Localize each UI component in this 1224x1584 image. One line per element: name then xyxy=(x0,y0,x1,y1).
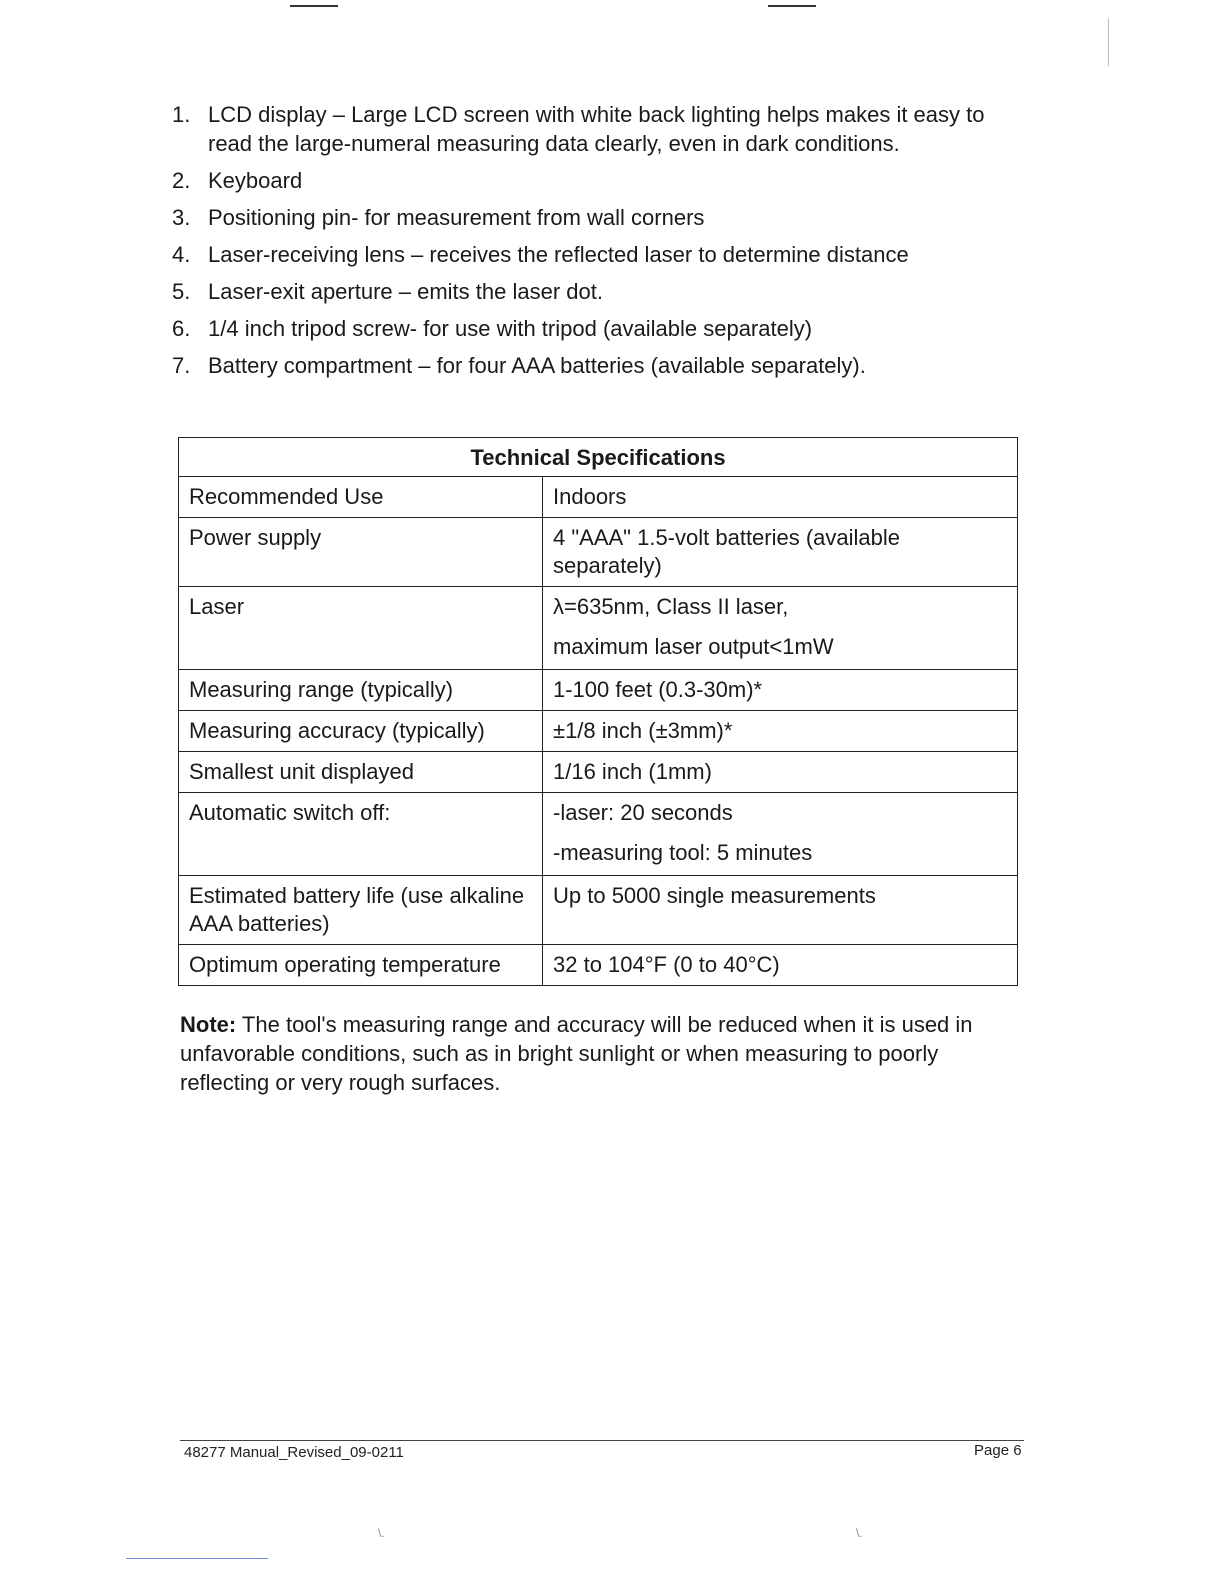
table-row xyxy=(179,477,1018,518)
spec-label: Laser xyxy=(179,587,543,670)
note-paragraph xyxy=(180,1010,1030,1097)
footer-page-number: Page 6 xyxy=(974,1442,1022,1459)
list-number: 5. xyxy=(172,279,191,304)
list-number: 7. xyxy=(172,353,191,378)
spec-value: 4 "AAA" 1.5-volt batteries (available separately) xyxy=(543,518,1018,587)
list-text: Battery compartment – for four AAA batteries (available separately). xyxy=(208,353,866,378)
footer-divider xyxy=(180,1440,1024,1441)
list-number: 1. xyxy=(172,102,191,127)
list-item xyxy=(172,100,1032,158)
footer-doc-id: 48277 Manual_Revised_09-0211 xyxy=(184,1444,404,1461)
spec-value-line2: -measuring tool: 5 minutes xyxy=(553,840,813,865)
table-header-row xyxy=(179,438,1018,477)
scan-artifact-mark xyxy=(768,5,816,7)
spec-label: Optimum operating temperature xyxy=(179,945,543,986)
note-text: The tool's measuring range and accuracy will be reduced when it is used in unfavorable conditions, such as in bright sunlight or when measuring to poorly reflecting or very rough surfaces. xyxy=(180,1012,973,1095)
spec-label: Recommended Use xyxy=(179,477,543,518)
list-text: 1/4 inch tripod screw- for use with tripod (available separately) xyxy=(208,316,813,341)
spec-value: 32 to 104°F (0 to 40°C) xyxy=(543,945,1018,986)
spec-label: Smallest unit displayed xyxy=(179,752,543,793)
list-number: 6. xyxy=(172,316,191,341)
spec-value: Up to 5000 single measurements xyxy=(543,876,1018,945)
spec-value: λ=635nm, Class II laser, xyxy=(553,594,789,619)
table-row xyxy=(179,711,1018,752)
spec-value-cell xyxy=(543,587,1018,670)
spec-value: -laser: 20 seconds xyxy=(553,800,733,825)
list-text: Keyboard xyxy=(208,168,303,193)
spec-label: Measuring accuracy (typically) xyxy=(179,711,543,752)
list-number: 2. xyxy=(172,168,191,193)
spec-value: 1-100 feet (0.3-30m)* xyxy=(543,670,1018,711)
table-row xyxy=(179,518,1018,587)
table-row xyxy=(179,670,1018,711)
list-text: Positioning pin- for measurement from wall corners xyxy=(208,205,705,230)
spec-label: Power supply xyxy=(179,518,543,587)
spec-value-line2: maximum laser output<1mW xyxy=(553,634,834,659)
note-label: Note: xyxy=(180,1012,237,1037)
list-item xyxy=(172,166,1032,195)
table-row xyxy=(179,587,1018,670)
scan-artifact-mark: \. xyxy=(856,1526,863,1540)
spec-table xyxy=(178,437,1018,986)
spec-label: Automatic switch off: xyxy=(179,793,543,876)
list-text: Laser-receiving lens – receives the reflected laser to determine distance xyxy=(208,242,909,267)
table-row xyxy=(179,945,1018,986)
spec-value: ±1/8 inch (±3mm)* xyxy=(543,711,1018,752)
feature-list xyxy=(172,100,1032,388)
scan-artifact-mark: \. xyxy=(378,1526,385,1540)
table-row xyxy=(179,876,1018,945)
list-text: Laser-exit aperture – emits the laser dot. xyxy=(208,279,603,304)
list-item xyxy=(172,203,1032,232)
spec-label: Estimated battery life (use alkaline AAA batteries) xyxy=(179,876,543,945)
scan-artifact-mark xyxy=(290,5,338,7)
table-row xyxy=(179,752,1018,793)
table-title: Technical Specifications xyxy=(179,438,1018,477)
list-item xyxy=(172,277,1032,306)
list-item xyxy=(172,240,1032,269)
list-text: LCD display – Large LCD screen with white back lighting helps makes it easy to read the large-numeral measuring data clearly, even in dark conditions. xyxy=(208,102,985,156)
list-number: 3. xyxy=(172,205,191,230)
spec-value: 1/16 inch (1mm) xyxy=(543,752,1018,793)
list-number: 4. xyxy=(172,242,191,267)
table-row xyxy=(179,793,1018,876)
scan-artifact-line xyxy=(126,1558,268,1559)
list-item xyxy=(172,351,1032,380)
scan-artifact-edge xyxy=(1108,18,1109,66)
list-item xyxy=(172,314,1032,343)
spec-label: Measuring range (typically) xyxy=(179,670,543,711)
spec-value-cell xyxy=(543,793,1018,876)
spec-value: Indoors xyxy=(543,477,1018,518)
